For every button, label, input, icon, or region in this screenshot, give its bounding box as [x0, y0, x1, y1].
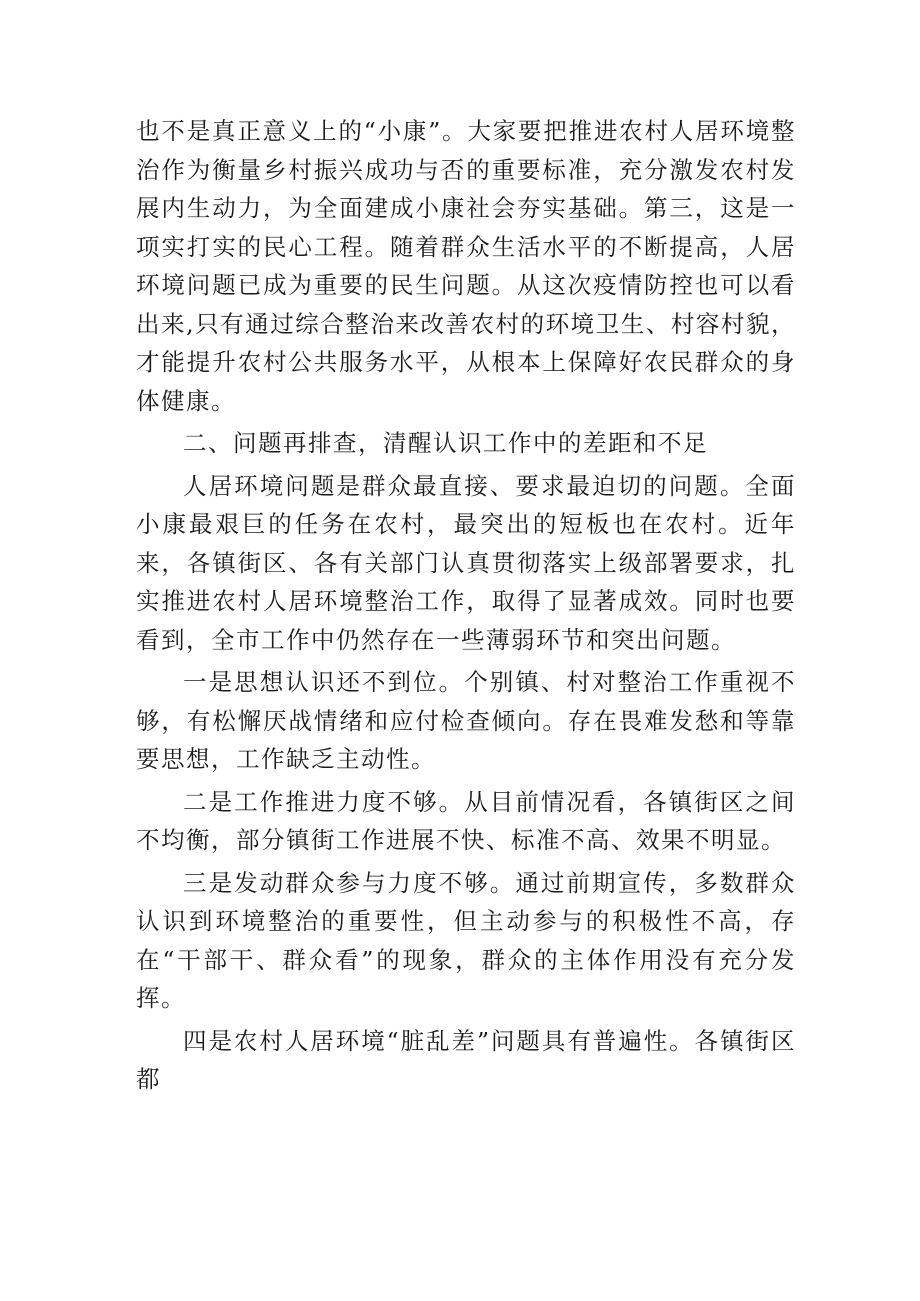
section-heading: 二、问题再排查，清醒认识工作中的差距和不足 — [183, 429, 708, 457]
document-body — [136, 112, 796, 1099]
paragraph-point-1: 一是思想认识还不到位。个别镇、村对整治工作重视不够，有松懈厌战情绪和应付检查倾向。存在畏难发愁和等靠要思想，工作缺乏主动性。 — [136, 668, 796, 773]
paragraph-intro: 人居环境问题是群众最直接、要求最迫切的问题。全面小康最艰巨的任务在农村，最突出的短板也在农村。近年来，各镇街区、各有关部门认真贯彻落实上级部署要求，扎实推进农村人居环境整治工作，取得了显著成效。同时也要看到，全市工作中仍然存在一些薄弱环节和突出问题。 — [136, 471, 796, 654]
paragraph-continuation: 也不是真正意义上的“小康”。大家要把推进农村人居环境整治作为衡量乡村振兴成功与否的重要标准，充分激发农村发展内生动力，为全面建成小康社会夯实基础。第三，这是一项实打实的民心工程。随着群众生活水平的不断提高，人居环境问题已成为重要的民生问题。从这次疫情防控也可以看出来,只有通过综合整治来改善农村的环境卫生、村容村貌，才能提升农村公共服务水平，从根本上保障好农民群众的身体健康。 — [136, 117, 796, 415]
paragraph-point-2: 二是工作推进力度不够。从目前情况看，各镇街区之间不均衡，部分镇街工作进展不快、标准不高、效果不明显。 — [136, 787, 796, 854]
paragraph-point-4: 四是农村人居环境“脏乱差”问题具有普遍性。各镇街区都 — [136, 1026, 796, 1093]
paragraph-point-3: 三是发动群众参与力度不够。通过前期宣传，多数群众认识到环境整治的重要性，但主动参与的积极性不高，存在“干部干、群众看”的现象，群众的主体作用没有充分发挥。 — [136, 868, 796, 1012]
